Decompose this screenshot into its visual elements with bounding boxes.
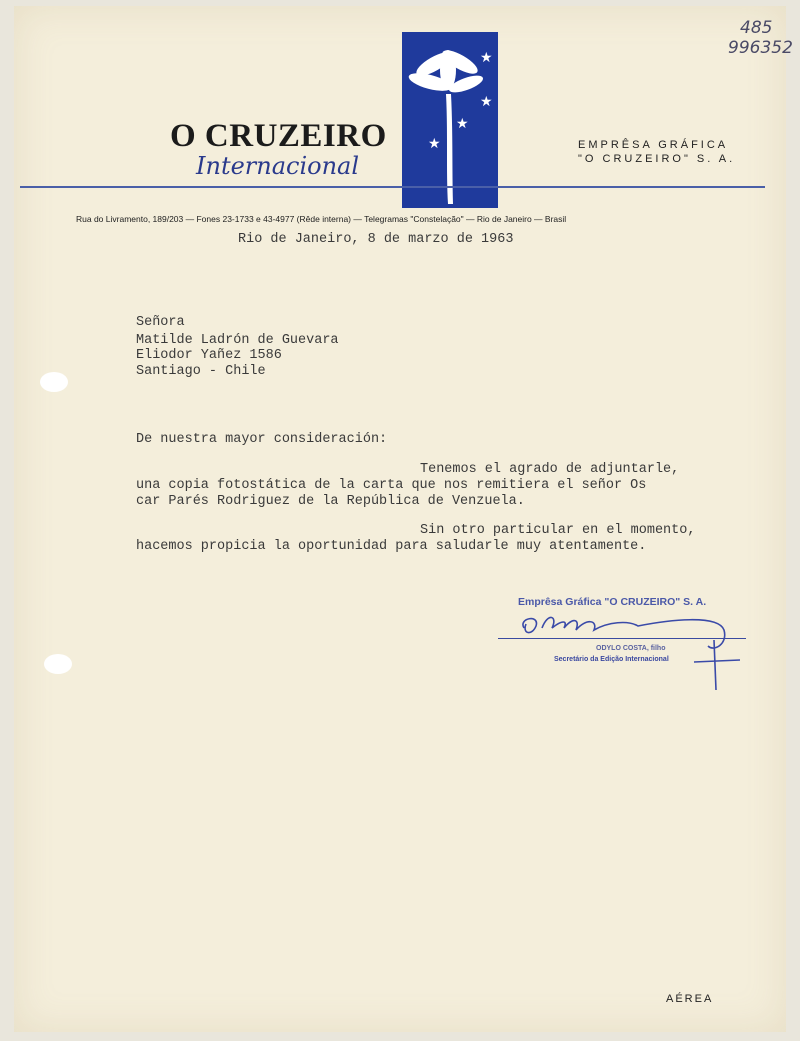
paragraph-1-line-3: car Parés Rodriguez de la República de Venzuela. — [136, 494, 525, 509]
signature-name: ODYLO COSTA, filho — [596, 645, 666, 652]
handwritten-signature — [518, 610, 748, 696]
signature-company: Emprêsa Gráfica "O CRUZEIRO" S. A. — [518, 596, 707, 608]
svg-text:★: ★ — [480, 93, 493, 109]
recipient-line-1: Señora — [136, 315, 185, 330]
recipient-line-2: Matilde Ladrón de Guevara — [136, 333, 339, 348]
archive-number-2: 996352 — [728, 38, 793, 58]
paragraph-1-line-2: una copia fotostática de la carta que nos remitiera el señor Os — [136, 478, 647, 493]
svg-text:★: ★ — [456, 115, 469, 131]
recipient-line-3: Eliodor Yañez 1586 — [136, 348, 282, 363]
paragraph-2-line-2: hacemos propicia la oportunidad para saludarle muy atentamente. — [136, 539, 647, 554]
recipient-line-4: Santiago - Chile — [136, 364, 266, 379]
header-rule — [20, 186, 765, 188]
brand-name: O CRUZEIRO — [170, 118, 387, 154]
palm-logo — [402, 32, 498, 208]
archive-number-1: 485 — [740, 18, 773, 38]
svg-text:★: ★ — [428, 135, 441, 151]
palm-tree-icon — [402, 32, 498, 208]
punch-hole-bottom — [44, 654, 72, 674]
letter-date: Rio de Janeiro, 8 de marzo de 1963 — [238, 232, 514, 247]
brand-subtitle: Internacional — [196, 152, 360, 180]
paragraph-2-line-1: Sin otro particular en el momento, — [420, 523, 696, 538]
punch-hole-top — [40, 372, 68, 392]
company-line-1: EMPRÊSA GRÁFICA — [578, 139, 729, 151]
signature-role: Secretário da Edição Internacional — [554, 656, 669, 663]
company-name — [578, 138, 735, 166]
address-line: Rua do Livramento, 189/203 — Fones 23-1733 e 43-4977 (Rêde interna) — Telegramas "Constelação" — Rio de Janeiro — Brasil — [76, 214, 567, 224]
salutation: De nuestra mayor consideración: — [136, 432, 388, 447]
signature-line — [498, 638, 746, 639]
airmail-mark: AÉREA — [666, 993, 714, 1005]
paragraph-1-line-1: Tenemos el agrado de adjuntarle, — [420, 462, 680, 477]
company-line-2: "O CRUZEIRO" S. A. — [578, 153, 736, 165]
svg-text:★: ★ — [480, 49, 493, 65]
